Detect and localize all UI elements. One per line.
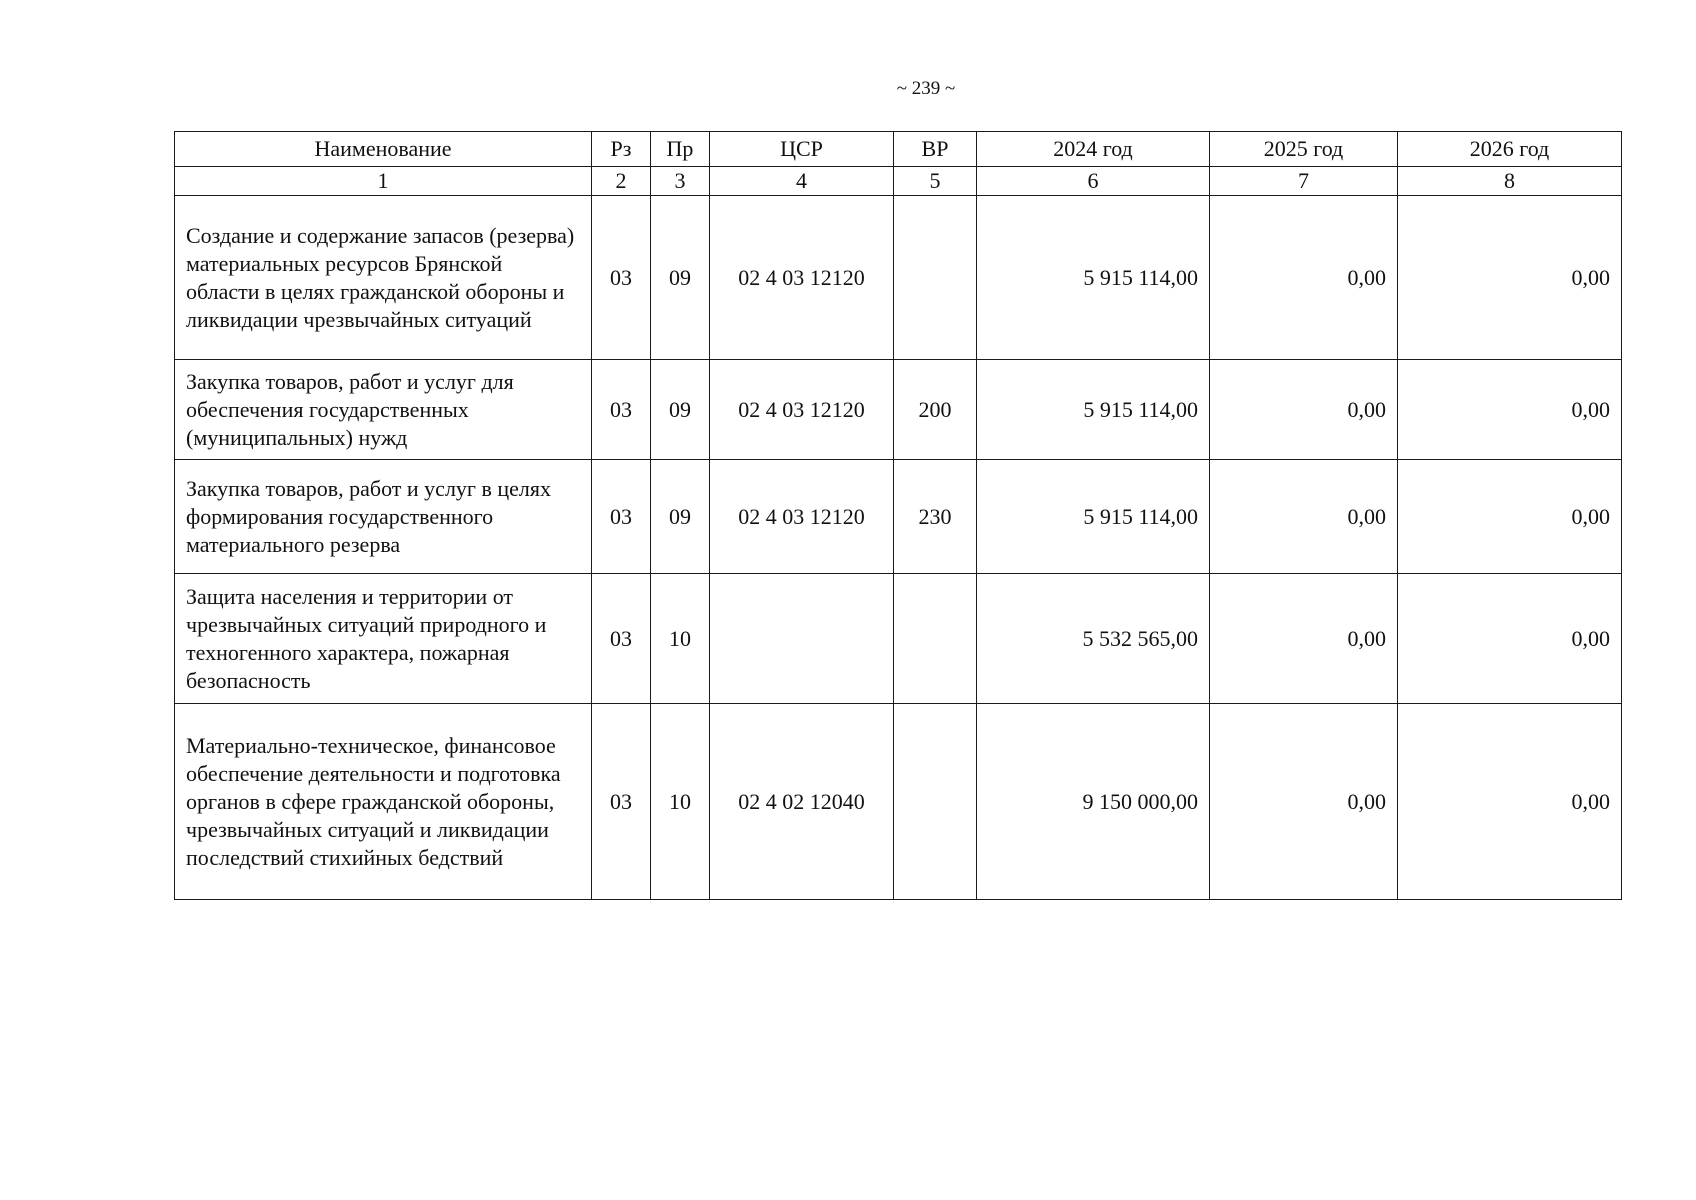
row-name: Защита населения и территории от чрезвычайных ситуаций природного и техногенного характера, пожарная безопасность	[175, 574, 592, 704]
header-name: Наименование	[175, 132, 592, 167]
row-vr	[894, 196, 977, 360]
row-csr: 02 4 03 12120	[710, 360, 894, 460]
row-pr: 10	[651, 704, 710, 900]
row-vr	[894, 574, 977, 704]
row-name: Закупка товаров, работ и услуг для обеспечения государственных (муниципальных) нужд	[175, 360, 592, 460]
row-csr: 02 4 02 12040	[710, 704, 894, 900]
table-row	[175, 704, 1622, 900]
row-amount-2025: 0,00	[1210, 574, 1398, 704]
row-rz: 03	[592, 196, 651, 360]
row-amount-2024: 9 150 000,00	[977, 704, 1210, 900]
table-row	[175, 196, 1622, 360]
header-csr: ЦСР	[710, 132, 894, 167]
row-amount-2026: 0,00	[1398, 360, 1622, 460]
column-number: 6	[977, 167, 1210, 196]
row-amount-2025: 0,00	[1210, 360, 1398, 460]
row-amount-2025: 0,00	[1210, 196, 1398, 360]
row-amount-2024: 5 915 114,00	[977, 196, 1210, 360]
row-amount-2025: 0,00	[1210, 704, 1398, 900]
column-number: 7	[1210, 167, 1398, 196]
header-row	[175, 132, 1622, 167]
row-amount-2026: 0,00	[1398, 574, 1622, 704]
row-name: Закупка товаров, работ и услуг в целях формирования государственного материального резерва	[175, 460, 592, 574]
table-row	[175, 460, 1622, 574]
row-amount-2026: 0,00	[1398, 704, 1622, 900]
budget-table	[174, 131, 1622, 900]
row-vr: 230	[894, 460, 977, 574]
row-name: Материально-техническое, финансовое обеспечение деятельности и подготовка органов в сфере гражданской обороны, чрезвычайных ситуаций и ликвидации последствий стихийных бедствий	[175, 704, 592, 900]
row-amount-2024: 5 915 114,00	[977, 460, 1210, 574]
header-vr: ВР	[894, 132, 977, 167]
column-number: 5	[894, 167, 977, 196]
column-number-row	[175, 167, 1622, 196]
header-2026: 2026 год	[1398, 132, 1622, 167]
column-number: 1	[175, 167, 592, 196]
row-amount-2024: 5 532 565,00	[977, 574, 1210, 704]
row-amount-2024: 5 915 114,00	[977, 360, 1210, 460]
row-rz: 03	[592, 360, 651, 460]
row-amount-2026: 0,00	[1398, 196, 1622, 360]
header-pr: Пр	[651, 132, 710, 167]
row-pr: 09	[651, 460, 710, 574]
row-vr: 200	[894, 360, 977, 460]
row-name: Создание и содержание запасов (резерва) материальных ресурсов Брянской области в целях гражданской обороны и ликвидации чрезвычайных ситуаций	[175, 196, 592, 360]
row-rz: 03	[592, 704, 651, 900]
header-rz: Рз	[592, 132, 651, 167]
row-pr: 09	[651, 360, 710, 460]
header-2024: 2024 год	[977, 132, 1210, 167]
row-rz: 03	[592, 460, 651, 574]
row-pr: 09	[651, 196, 710, 360]
header-2025: 2025 год	[1210, 132, 1398, 167]
row-csr	[710, 574, 894, 704]
column-number: 3	[651, 167, 710, 196]
table-row	[175, 360, 1622, 460]
row-amount-2025: 0,00	[1210, 460, 1398, 574]
column-number: 2	[592, 167, 651, 196]
row-rz: 03	[592, 574, 651, 704]
page-number: ~ 239 ~	[896, 78, 956, 99]
row-amount-2026: 0,00	[1398, 460, 1622, 574]
column-number: 8	[1398, 167, 1622, 196]
column-number: 4	[710, 167, 894, 196]
row-vr	[894, 704, 977, 900]
row-csr: 02 4 03 12120	[710, 196, 894, 360]
row-pr: 10	[651, 574, 710, 704]
table-row	[175, 574, 1622, 704]
row-csr: 02 4 03 12120	[710, 460, 894, 574]
